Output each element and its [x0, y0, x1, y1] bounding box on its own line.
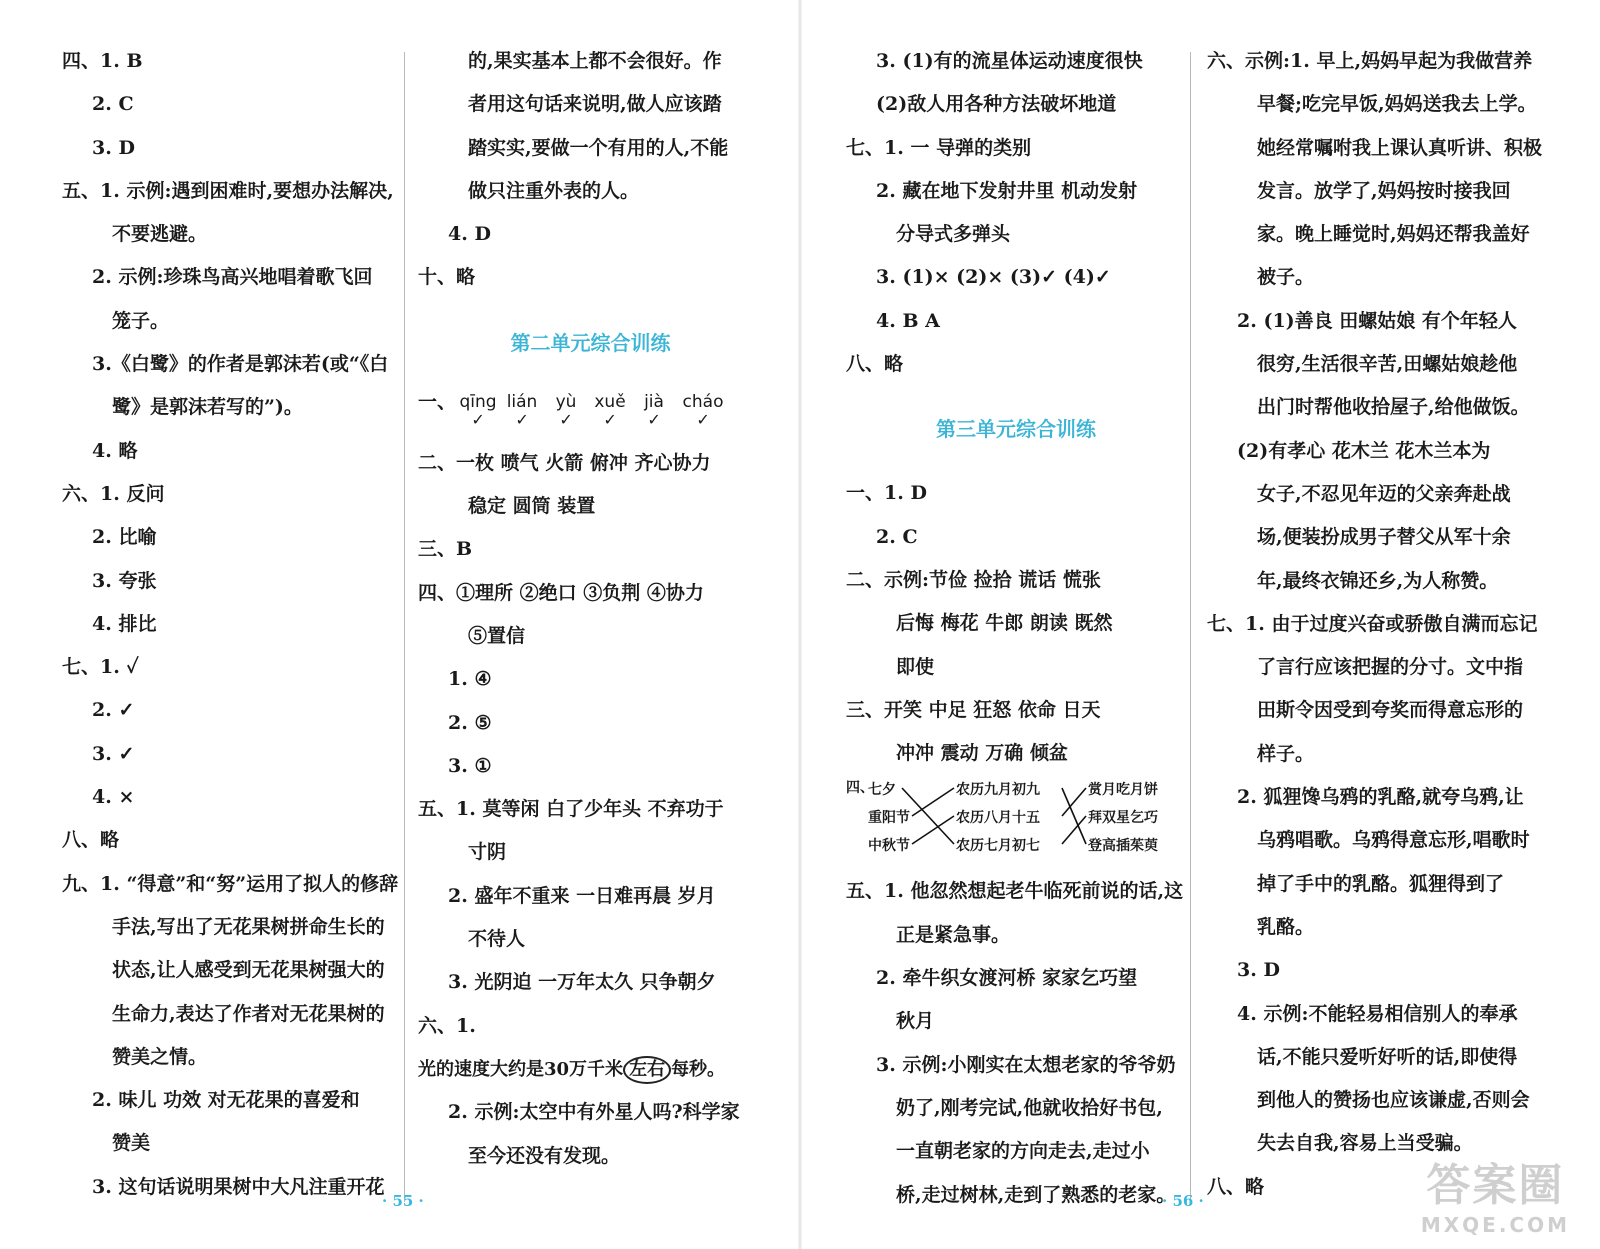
text-line: 做只注重外表的人。 — [468, 179, 640, 202]
text-line: 2. 藏在地下发射井里 机动发射 — [876, 179, 1138, 202]
text-line: 早餐;吃完早饭,妈妈送我去上学。 — [1257, 93, 1537, 116]
text-line: 到他人的赞扬也应该谦虚,否则会 — [1257, 1089, 1530, 1112]
text-line: 不要逃避。 — [112, 223, 208, 246]
text-line: 的,果实基本上都不会很好。作 — [468, 50, 722, 72]
text-line: 4. 略 — [92, 439, 138, 462]
section-title-unit-2: 第二单元综合训练 — [510, 330, 671, 355]
text-line: 至今还没有发现。 — [468, 1144, 621, 1167]
check-mark-icon: ✓ — [647, 409, 661, 429]
book-gutter — [798, 0, 802, 1249]
text-line: 3. 这句话说明果树中大凡注重开花 — [92, 1175, 385, 1198]
text-line: 年,最终衣锦还乡,为人称赞。 — [1257, 569, 1499, 592]
text-line: 三、开笑 中足 狂怒 依命 日天 — [846, 698, 1101, 721]
text-line: 即使 — [896, 655, 935, 678]
pinyin-text: lián — [506, 391, 538, 412]
sentence-part: 光的速度大约是30万千米 — [418, 1058, 624, 1080]
circled-sentence — [418, 1048, 763, 1091]
pinyin-text: yù — [555, 391, 577, 412]
text-line: 4. D — [448, 223, 491, 246]
text-line: 八、略 — [846, 353, 904, 376]
circled-word: 左右 — [623, 1056, 671, 1084]
text-line: 正是紧急事。 — [896, 923, 1011, 946]
column-3 — [846, 40, 1186, 1217]
match-line — [1062, 788, 1086, 816]
check-mark-icon: ✓ — [471, 409, 485, 429]
check-mark-icon: ✓ — [696, 409, 710, 429]
text-line: 六、1. — [418, 1014, 476, 1037]
text-line: 3. D — [92, 136, 135, 159]
text-line: 3.《白鹭》的作者是郭沫若(或“《白 — [92, 353, 389, 376]
text-line: 样子。 — [1257, 742, 1315, 765]
text-line: 八、略 — [1207, 1175, 1265, 1198]
text-line: 场,便装扮成男子替父从军十余 — [1257, 526, 1511, 549]
check-mark-icon: ✓ — [559, 409, 573, 429]
match-right-item: 赏月吃月饼 — [1088, 782, 1158, 799]
text-line: 3. 光阴迫 一万年太久 只争朝夕 — [448, 971, 716, 994]
match-left-item: 重阳节 — [868, 810, 910, 827]
match-middle-item: 农历九月初九 — [956, 782, 1040, 799]
text-line: 奶了,刚考完试,他就收拾好书包, — [896, 1096, 1163, 1119]
column-4 — [1207, 40, 1567, 1209]
text-line: 秋月 — [896, 1010, 935, 1033]
text-line: 3. (1)× (2)× (3)✓ (4)✓ — [876, 266, 1111, 289]
text-line: 4. 排比 — [92, 612, 157, 635]
column-2 — [418, 40, 763, 1178]
text-line: 九、1. “得意”和“努”运用了拟人的修辞 — [62, 872, 399, 895]
text-line: 2. 味儿 功效 对无花果的喜爱和 — [92, 1089, 360, 1112]
text-line: 3. ① — [448, 754, 492, 777]
match-left-item: 中秋节 — [868, 838, 910, 855]
text-line: 生命力,表达了作者对无花果树的 — [112, 1002, 385, 1025]
text-line: 四、①理所 ②绝口 ③负荆 ④协力 — [418, 581, 704, 604]
pinyin-prefix: 一、 — [418, 390, 457, 413]
text-line: 三、B — [418, 538, 473, 561]
text-line: 七、1. 一 导弹的类别 — [846, 136, 1032, 159]
text-line: 失去自我,容易上当受骗。 — [1257, 1132, 1473, 1155]
pinyin-text: qīng — [459, 391, 497, 412]
pinyin-item — [500, 392, 544, 428]
section-title-unit-3: 第三单元综合训练 — [936, 417, 1096, 442]
text-line: 赞美 — [112, 1132, 151, 1155]
text-line: 3. (1)有的流星体运动速度很快 — [876, 50, 1143, 72]
text-line: 五、1. 莫等闲 白了少年头 不弃功于 — [418, 798, 724, 821]
text-line: 五、1. 他忽然想起老牛临死前说的话,这 — [846, 880, 1184, 903]
text-line: 2. 狐狸馋乌鸦的乳酪,就夸乌鸦,让 — [1237, 786, 1524, 809]
text-line: 七、1. ✓ — [62, 656, 139, 679]
text-line: 2. C — [876, 525, 918, 548]
check-mark-icon: ✓ — [603, 409, 617, 429]
column-divider-left — [404, 52, 405, 1202]
text-line: 手法,写出了无花果树拼命生长的 — [112, 915, 385, 938]
match-line — [1062, 788, 1086, 844]
text-line: 冲冲 震动 万确 倾盆 — [896, 742, 1068, 765]
text-line: 乳酪。 — [1257, 915, 1315, 938]
text-line: 十、略 — [418, 266, 476, 289]
matching-prefix: 四、 — [846, 780, 874, 797]
text-line: 乌鸦唱歌。乌鸦得意忘形,唱歌时 — [1257, 829, 1530, 852]
match-middle-item: 农历八月十五 — [956, 810, 1040, 827]
pinyin-item — [456, 392, 500, 428]
text-line: 3. D — [1237, 959, 1280, 982]
column-1 — [62, 40, 402, 1209]
text-line: 2. ✓ — [92, 699, 135, 722]
text-line: 笼子。 — [112, 309, 170, 332]
text-line: 4. × — [92, 786, 135, 809]
text-line: 1. ④ — [448, 668, 492, 691]
text-line: (2)有孝心 花木兰 花木兰本为 — [1237, 439, 1491, 462]
text-line: 2. ⑤ — [448, 711, 492, 734]
text-line: 八、略 — [62, 829, 120, 852]
text-line: 被子。 — [1257, 266, 1315, 289]
page-number-right: · 56 · — [1162, 1192, 1204, 1210]
text-line: 分导式多弹头 — [896, 223, 1011, 246]
text-line: 赞美之情。 — [112, 1045, 208, 1068]
text-line: 者用这句话来说明,做人应该踏 — [468, 93, 722, 116]
text-line: 2. 比喻 — [92, 526, 157, 549]
text-line: 六、示例:1. 早上,妈妈早起为我做营养 — [1207, 50, 1533, 72]
text-line: 发言。放学了,妈妈按时接我回 — [1257, 179, 1511, 202]
text-line: (2)敌人用各种方法破坏地道 — [876, 93, 1117, 116]
text-line: 话,不能只爱听好听的话,即使得 — [1257, 1045, 1518, 1068]
text-line: 六、1. 反问 — [62, 482, 165, 505]
text-line: 女子,不忍见年迈的父亲奔赴战 — [1257, 482, 1511, 505]
text-line: 2. 牵牛织女渡河桥 家家乞巧望 — [876, 967, 1138, 990]
match-right-item: 登高插茱萸 — [1088, 838, 1158, 855]
match-right-item: 拜双星乞巧 — [1088, 810, 1158, 827]
text-line: 稳定 圆筒 装置 — [468, 495, 596, 518]
text-line: 田斯令因受到夸奖而得意忘形的 — [1257, 699, 1524, 722]
pinyin-item — [588, 392, 632, 428]
pinyin-text: xuě — [594, 391, 626, 412]
text-line: 3. 示例:小刚实在太想老家的爷爷奶 — [876, 1053, 1176, 1076]
pinyin-text: jià — [644, 391, 664, 412]
text-line: ⑤置信 — [468, 624, 526, 647]
text-line: 二、一枚 喷气 火箭 俯冲 齐心协力 — [418, 451, 711, 474]
watermark-logo: 答案圈 MXQE.COM — [1420, 1160, 1570, 1237]
pinyin-row — [418, 386, 763, 442]
text-line: 状态,让人感受到无花果树强大的 — [112, 959, 385, 982]
text-line: 4. B A — [876, 309, 940, 332]
column-divider-right — [1190, 52, 1191, 1202]
text-line: 3. 夸张 — [92, 569, 157, 592]
text-line: 四、1. B — [62, 50, 143, 72]
text-line: 2. (1)善良 田螺姑娘 有个年轻人 — [1237, 309, 1517, 332]
sentence-part: 每秒。 — [671, 1058, 726, 1080]
matching-exercise — [846, 775, 1186, 870]
text-line: 她经常嘱咐我上课认真听讲、积极 — [1257, 136, 1543, 159]
check-mark-icon: ✓ — [515, 409, 529, 429]
text-line: 不待人 — [468, 928, 526, 951]
matching-lines — [846, 775, 1186, 870]
match-line — [902, 788, 954, 844]
text-line: 一直朝老家的方向走去,走过小 — [896, 1140, 1150, 1163]
text-line: 家。晚上睡觉时,妈妈还帮我盖好 — [1257, 223, 1530, 246]
text-line: 二、示例:节俭 捡拾 谎话 慌张 — [846, 568, 1101, 591]
text-line: 4. 示例:不能轻易相信别人的奉承 — [1237, 1002, 1518, 1025]
match-left-item: 七夕 — [868, 782, 896, 799]
text-line: 七、1. 由于过度兴奋或骄傲自满而忘记 — [1207, 612, 1538, 635]
text-line: 桥,走过树林,走到了熟悉的老家。 — [896, 1183, 1176, 1206]
page-number-left: · 55 · — [382, 1192, 424, 1210]
pinyin-item — [676, 392, 730, 428]
text-line: 2. 盛年不重来 一日难再晨 岁月 — [448, 884, 716, 907]
match-line — [1062, 816, 1086, 844]
text-line: 2. 示例:太空中有外星人吗?科学家 — [448, 1101, 740, 1124]
text-line: 2. 示例:珍珠鸟高兴地唱着歌飞回 — [92, 266, 373, 289]
text-line: 3. ✓ — [92, 742, 135, 765]
text-line: 鹭》是郭沫若写的”)。 — [112, 396, 303, 419]
match-line — [912, 816, 954, 844]
text-line: 寸阴 — [468, 841, 507, 864]
text-line: 出门时帮他收拾屋子,给他做饭。 — [1257, 396, 1530, 419]
text-line: 了言行应该把握的分寸。文中指 — [1257, 656, 1524, 679]
text-line: 很穷,生活很辛苦,田螺姑娘趁他 — [1257, 353, 1518, 376]
text-line: 后悔 梅花 牛郎 朗读 既然 — [896, 612, 1113, 635]
text-line: 2. C — [92, 93, 134, 116]
text-line: 掉了手中的乳酪。狐狸得到了 — [1257, 872, 1505, 895]
pinyin-text: cháo — [682, 391, 724, 412]
pinyin-item — [632, 392, 676, 428]
text-line: 踏实实,要做一个有用的人,不能 — [468, 136, 729, 159]
match-middle-item: 农历七月初七 — [956, 838, 1040, 855]
text-line: 一、1. D — [846, 482, 927, 505]
match-line — [912, 788, 954, 816]
text-line: 五、1. 示例:遇到困难时,要想办法解决, — [62, 179, 394, 202]
pinyin-item — [544, 392, 588, 428]
